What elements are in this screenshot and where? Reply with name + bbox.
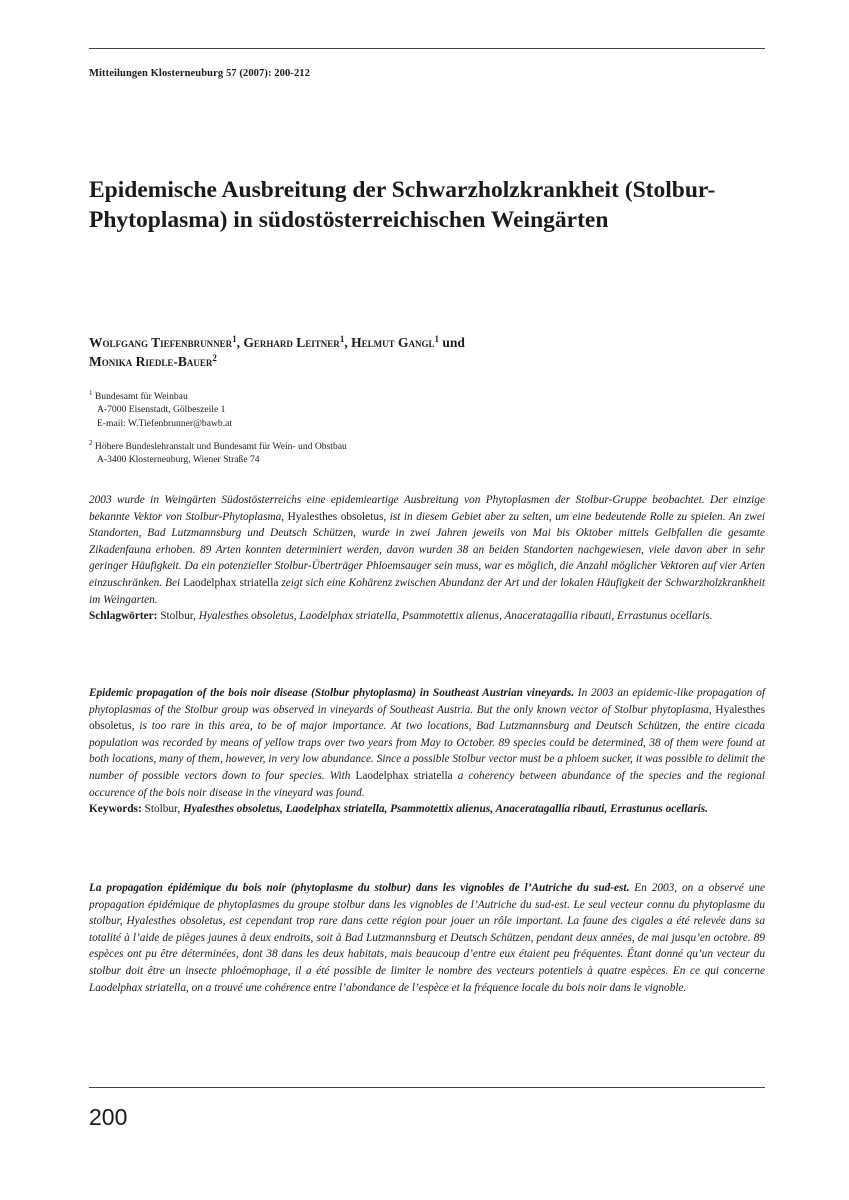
keywords-lead: Stolbur, — [157, 610, 199, 623]
affiliation-mark: 2 — [89, 438, 93, 447]
author-affiliation-mark: 1 — [434, 334, 439, 344]
keywords-lead: Stolbur, — [141, 803, 184, 816]
keywords-english — [89, 801, 765, 818]
species-name: Laodelphax striatella — [355, 769, 453, 782]
author-affiliation-mark: 1 — [232, 334, 237, 344]
abstract-german — [89, 492, 765, 625]
author-separator: und — [438, 335, 465, 350]
author-affiliation-mark: 1 — [339, 334, 345, 344]
author-name: Gerhard Leitner — [243, 335, 340, 350]
footer-rule — [89, 1087, 765, 1088]
species-name: Hyalesthes obsoletus — [89, 703, 765, 733]
species-name: Hyalesthes obsoletus — [287, 510, 384, 523]
keywords-label: Schlagwörter: — [89, 610, 158, 623]
author-separator: , — [236, 335, 244, 350]
keywords-label: Keywords: — [89, 803, 142, 816]
affiliation-line: Höhere Bundeslehranstalt und Bundesamt für Wein- und Obstbau — [94, 440, 347, 452]
affiliation-2 — [89, 440, 347, 467]
abstract-text: In 2003 an epidemic-like propagation of phytoplasmas of the Stolbur group was observed in vineyards of Southeast Austria. But the only known vector of Stolbur phytoplasma, — [89, 687, 765, 716]
species-name: Laodelphax striatella — [183, 576, 279, 589]
author-name: Helmut Gangl — [351, 335, 435, 350]
abstract-title: Epidemic propagation of the bois noir disease (Stolbur phytoplasma) in Southeast Austrian vineyards. — [89, 687, 575, 699]
author-list — [89, 333, 769, 371]
keywords-german — [89, 608, 765, 625]
author-name: Wolfgang Tiefenbrunner — [89, 335, 233, 350]
affiliations — [89, 390, 347, 476]
abstract-text: , ist in diesem Gebiet aber zu selten, um eine bedeutende Rolle zu spielen. An zwei Standorten, Bad Lutzmannsburg und Deutsch Schützen, wurde in zwei Jahren jeweils von Mai bis Oktober mittels Gelbfallen die gesamte Zikadenfauna erhoben. 89 Arten konnten determiniert werden, davon wurden 38 an beiden Standorten nachgewiesen, viele davon aber in sehr geringer Häufigkeit. Da ein potenzieller Stolbur-Überträger Phloemsauger sein muss, war es möglich, die Anzahl möglicher Vektoren auf vier Arten einzuschränken. Bei — [89, 510, 765, 589]
page-number: 200 — [89, 1104, 128, 1130]
abstract-text: En 2003, on a observé une propagation épidémique de phytoplasmes du groupe stolbur dans les vignobles de l’Autriche du sud-est. Le seul vecteur connu du phytoplasme du stolbur, Hyalesthes obsoletus, est cependant trop rare dans cette région pour jouer un rôle important. La faune des cigales a été relevée dans sa totalité à l’aide de pièges jaunes à deux endroits, soit à Bad Lutzmannsburg et Deutsch Schützen, pendant deux années, de mai jusqu’en octobre. 89 espèces ont pu être déterminées, dont 38 dans les deux habitats, mais beaucoup d’entre eux étaient peu fréquentes. Étant donné qu’un vecteur du stolbur doit être un insecte phloémophage, il a été possible de limiter le nombre des vecteurs potentiels à quatre espèces. En ce qui concerne Laodelphax striatella, on a trouvé une cohérence entre l’abondance de l’espèce et la fréquence locale du bois noir dans le vignoble. — [89, 882, 766, 994]
abstract-title: La propagation épidémique du bois noir (phytoplasme du stolbur) dans les vignobles de l’Autriche du sud-est. — [89, 882, 630, 894]
abstract-english — [89, 685, 765, 818]
affiliation-line: A-3400 Klosterneuburg, Wiener Straße 74 — [97, 454, 260, 466]
affiliation-line: A-7000 Eisenstadt, Gölbeszeile 1 — [97, 404, 226, 416]
abstract-text: zeigt sich eine Kohärenz zwischen Abundanz der Art und der lokalen Häufigkeit der Schwarzholzkrankheit im Weingarten. — [89, 576, 765, 606]
abstract-text: a coherency between abundance of the species and the regional occurence of the bois noir disease in the vineyard was found. — [89, 769, 765, 799]
affiliation-email: E-mail: W.Tiefenbrunner@bawb.at — [97, 417, 233, 429]
author-separator: , — [344, 335, 352, 350]
author-name: Monika Riedle-Bauer — [89, 354, 213, 369]
author-affiliation-mark: 2 — [212, 353, 217, 363]
affiliation-1 — [89, 390, 347, 430]
keywords-list: Hyalesthes obsoletus, Laodelphax striatella, Psammotettix alienus, Anaceratagallia ribauti, Errastunus ocellaris. — [198, 610, 713, 623]
keywords-list: Hyalesthes obsoletus, Laodelphax striatella, Psammotettix alienus, Anaceratagallia ribauti, Errastunus ocellaris. — [183, 803, 708, 816]
article-title: Epidemische Ausbreitung der Schwarzholzkrankheit (Stolbur-Phytoplasma) in südostösterreichischen Weingärten — [89, 177, 716, 233]
header-rule — [89, 48, 765, 49]
journal-citation: Mitteilungen Klosterneuburg 57 (2007): 200-212 — [89, 68, 310, 79]
affiliation-line: Bundesamt für Weinbau — [94, 391, 188, 402]
abstract-text: 2003 wurde in Weingärten Südostösterreichs eine epidemieartige Ausbreitung von Phytoplasmen der Stolbur-Gruppe beobachtet. Der einzige bekannte Vektor von Stolbur-Phytoplasma, — [89, 494, 765, 523]
abstract-french — [89, 880, 765, 996]
affiliation-mark: 1 — [89, 389, 93, 397]
abstract-text: , is too rare in this area, to be of major importance. At two locations, Bad Lutzmannsburg and Deutsch Schützen, the entire cicada population was recorded by means of yellow traps over two years from May to October. 89 species could be determined, 38 of them were found at both locations, many of them, however, in very low abundance. Since a possible Stolbur vector must be a phloem sucker, it was possible to delimit the number of possible vectors down to four species. With — [89, 720, 765, 782]
